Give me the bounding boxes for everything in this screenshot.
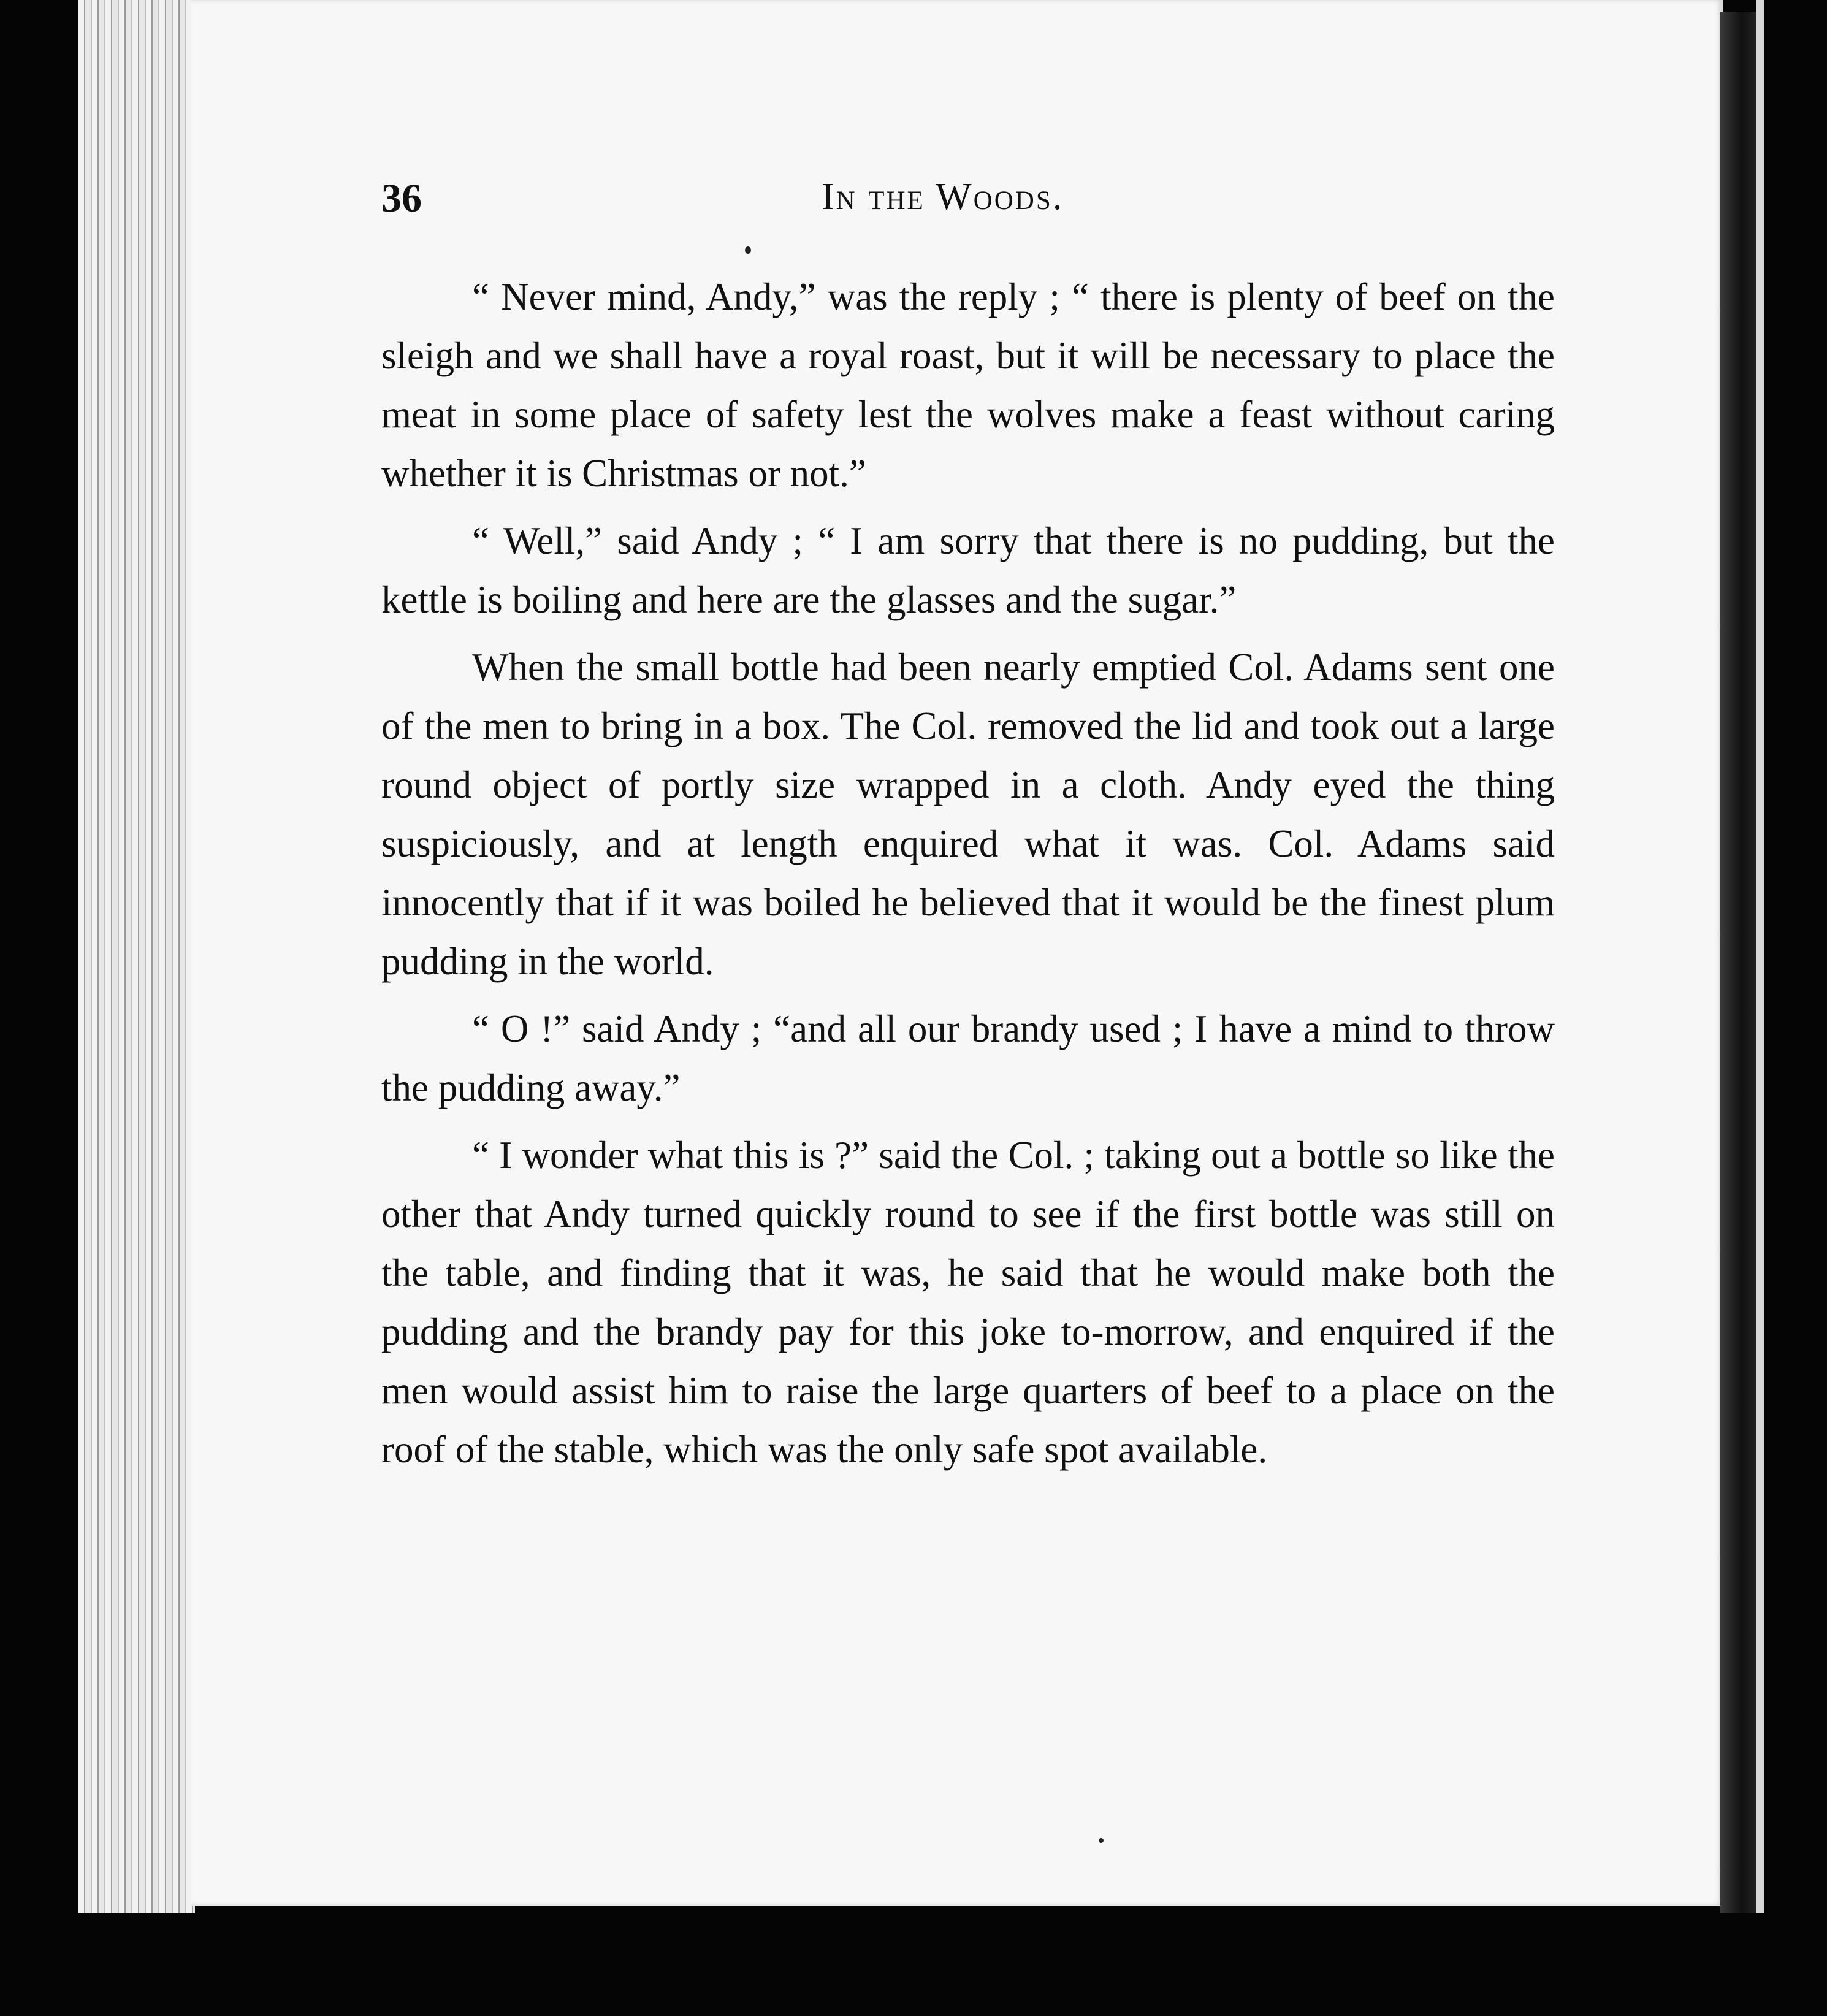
ink-speck xyxy=(745,246,751,254)
page-number: 36 xyxy=(381,176,422,221)
paragraph: “ Never mind, Andy,” was the reply ; “ there is plenty of beef on the sleigh and we shall have a royal roast, but it will be necessary to place the meat in some place of safety lest the wolves make a feast without caring whether it is Christmas or not.” xyxy=(381,275,1555,495)
binding-edge xyxy=(1756,0,1764,1913)
ink-speck xyxy=(1099,1838,1104,1843)
paragraph: “ I wonder what this is ?” said the Col. ; taking out a bottle so like the other that Andy turned quickly round to see if the first bottle was still on the table, and finding that it was, he said that he would make both the pudding and the brandy pay for this joke to-morrow, and enquired if the men would assist him to raise the large quarters of beef to a place on the roof of the stable, which was the only safe spot available. xyxy=(381,1134,1555,1471)
book-binding xyxy=(1720,12,1756,1913)
paragraph: “ Well,” said Andy ; “ I am sorry that there is no pudding, but the kettle is boiling and here are the glasses and the sugar.” xyxy=(381,519,1555,621)
running-head xyxy=(381,175,1142,231)
running-title: In the Woods. xyxy=(822,176,1064,218)
page-edges xyxy=(78,0,195,1913)
body-text xyxy=(381,267,1555,1487)
paragraph: When the small bottle had been nearly emptied Col. Adams sent one of the men to bring in a box. The Col. removed the lid and took out a large round object of portly size wrapped in a cloth. Andy eyed the thing suspiciously, and at length enquired what it was. Col. Adams said innocently that if it was boiled he believed that it would be the finest plum pudding in the world. xyxy=(381,646,1555,983)
paragraph: “ O !” said Andy ; “and all our brandy used ; I have a mind to throw the pudding away.” xyxy=(381,1007,1555,1109)
